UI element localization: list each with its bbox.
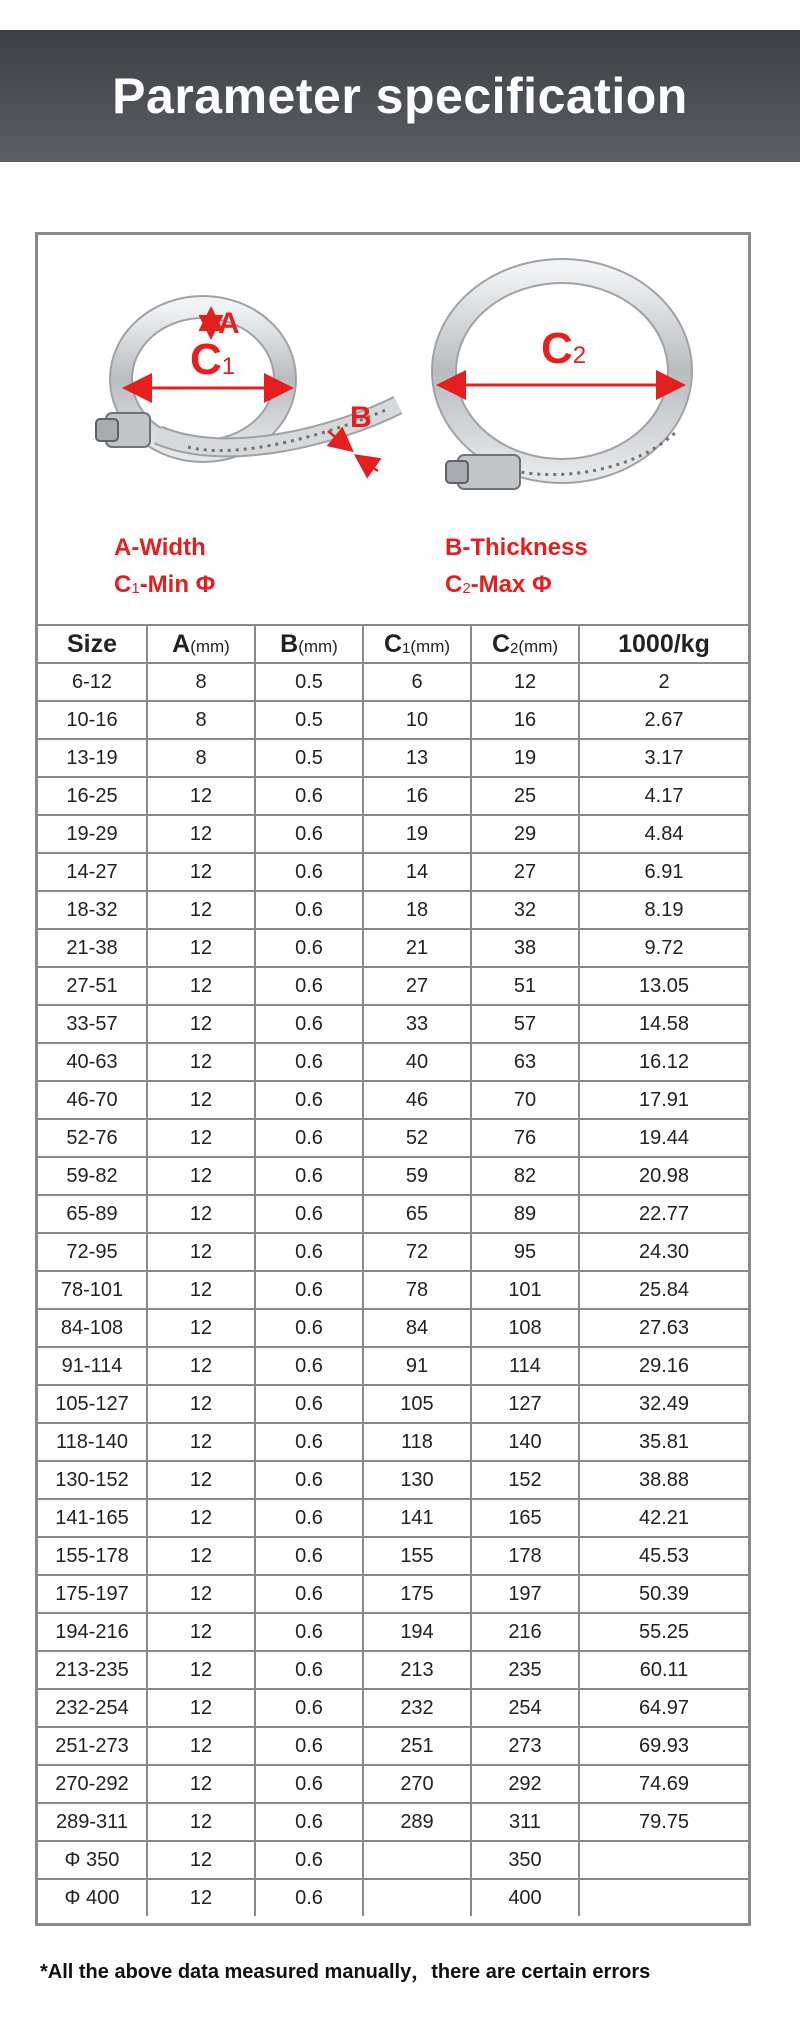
cell-b: 0.6: [255, 929, 363, 967]
cell-c2: 216: [471, 1613, 579, 1651]
cell-c2: 82: [471, 1157, 579, 1195]
cell-a: 12: [147, 1081, 255, 1119]
table-row: [38, 777, 748, 815]
cell-b: 0.6: [255, 1879, 363, 1916]
cell-c2: 140: [471, 1423, 579, 1461]
cell-size: 59-82: [38, 1157, 147, 1195]
table-row: [38, 967, 748, 1005]
cell-c1: 194: [363, 1613, 471, 1651]
table-row: [38, 739, 748, 777]
table-row: [38, 701, 748, 739]
cell-a: 8: [147, 701, 255, 739]
legend-right: [445, 529, 588, 607]
cell-c2: 165: [471, 1499, 579, 1537]
table-row: [38, 1271, 748, 1309]
cell-a: 12: [147, 1575, 255, 1613]
table-row: [38, 1575, 748, 1613]
header-banner: [0, 30, 800, 162]
cell-size: 52-76: [38, 1119, 147, 1157]
cell-size: 251-273: [38, 1727, 147, 1765]
cell-b: 0.6: [255, 1423, 363, 1461]
cell-c2: 273: [471, 1727, 579, 1765]
cell-c1: 10: [363, 701, 471, 739]
cell-size: 175-197: [38, 1575, 147, 1613]
cell-b: 0.6: [255, 1727, 363, 1765]
cell-c2: 19: [471, 739, 579, 777]
cell-size: 10-16: [38, 701, 147, 739]
table-row: [38, 1879, 748, 1916]
cell-b: 0.5: [255, 701, 363, 739]
cell-weight: 8.19: [579, 891, 748, 929]
legend-left: [114, 529, 215, 607]
cell-b: 0.5: [255, 739, 363, 777]
cell-size: 232-254: [38, 1689, 147, 1727]
cell-size: 105-127: [38, 1385, 147, 1423]
cell-size: 14-27: [38, 853, 147, 891]
table-row: [38, 929, 748, 967]
cell-a: 12: [147, 1461, 255, 1499]
cell-c1: 130: [363, 1461, 471, 1499]
cell-c2: 108: [471, 1309, 579, 1347]
cell-weight: 74.69: [579, 1765, 748, 1803]
cell-c1: 6: [363, 663, 471, 701]
cell-weight: 60.11: [579, 1651, 748, 1689]
table-row: [38, 891, 748, 929]
cell-a: 12: [147, 1233, 255, 1271]
spec-table: [38, 624, 748, 1916]
legend-a-width: A-Width: [114, 534, 206, 561]
spec-table-body: [38, 663, 748, 1916]
table-row: [38, 1423, 748, 1461]
cell-a: 12: [147, 1613, 255, 1651]
cell-b: 0.6: [255, 1005, 363, 1043]
cell-c1: 175: [363, 1575, 471, 1613]
cell-a: 12: [147, 1043, 255, 1081]
cell-b: 0.6: [255, 815, 363, 853]
cell-weight: 4.17: [579, 777, 748, 815]
cell-b: 0.6: [255, 1613, 363, 1651]
cell-b: 0.6: [255, 1803, 363, 1841]
cell-c1: 232: [363, 1689, 471, 1727]
cell-b: 0.6: [255, 1651, 363, 1689]
cell-c1: 251: [363, 1727, 471, 1765]
cell-weight: [579, 1879, 748, 1916]
cell-a: 12: [147, 1309, 255, 1347]
cell-weight: 25.84: [579, 1271, 748, 1309]
cell-c2: 16: [471, 701, 579, 739]
cell-b: 0.6: [255, 1575, 363, 1613]
col-c2: $C_2(mm)$: [471, 625, 579, 663]
cell-a: 8: [147, 739, 255, 777]
table-row: [38, 853, 748, 891]
legend-c1-min: $C_1$-Min Φ: [114, 571, 216, 598]
spec-frame: [35, 232, 751, 1926]
table-row: [38, 1385, 748, 1423]
cell-size: 40-63: [38, 1043, 147, 1081]
cell-weight: 22.77: [579, 1195, 748, 1233]
table-row: [38, 1765, 748, 1803]
cell-weight: 3.17: [579, 739, 748, 777]
cell-c1: 141: [363, 1499, 471, 1537]
cell-size: 118-140: [38, 1423, 147, 1461]
col-size: Size: [38, 625, 147, 663]
col-b: B(mm): [255, 625, 363, 663]
cell-a: 12: [147, 1841, 255, 1879]
cell-c1: 19: [363, 815, 471, 853]
cell-a: 12: [147, 1423, 255, 1461]
page-title: Parameter specification: [112, 68, 688, 124]
cell-b: 0.6: [255, 1309, 363, 1347]
cell-weight: 55.25: [579, 1613, 748, 1651]
cell-a: 12: [147, 1499, 255, 1537]
cell-a: 12: [147, 1879, 255, 1916]
cell-b: 0.6: [255, 1081, 363, 1119]
cell-weight: 2: [579, 663, 748, 701]
cell-c1: 18: [363, 891, 471, 929]
cell-c1: 72: [363, 1233, 471, 1271]
cell-c2: 197: [471, 1575, 579, 1613]
cell-c1: [363, 1879, 471, 1916]
cell-a: 12: [147, 1537, 255, 1575]
table-row: [38, 1613, 748, 1651]
cell-b: 0.6: [255, 1385, 363, 1423]
cell-c2: 70: [471, 1081, 579, 1119]
cell-c2: 152: [471, 1461, 579, 1499]
table-row: [38, 1233, 748, 1271]
cell-b: 0.6: [255, 1765, 363, 1803]
cell-weight: 13.05: [579, 967, 748, 1005]
cell-size: 65-89: [38, 1195, 147, 1233]
cell-size: 194-216: [38, 1613, 147, 1651]
cell-weight: 4.84: [579, 815, 748, 853]
cell-size: 18-32: [38, 891, 147, 929]
cell-c1: 13: [363, 739, 471, 777]
cell-c1: 270: [363, 1765, 471, 1803]
cell-weight: 2.67: [579, 701, 748, 739]
legend-b-thickness: B-Thickness: [445, 534, 588, 561]
cell-size: Φ 350: [38, 1841, 147, 1879]
cell-c1: 91: [363, 1347, 471, 1385]
table-row: [38, 1119, 748, 1157]
footnote: *All the above data measured manually，there are certain errors: [40, 1961, 651, 1983]
col-a: A(mm): [147, 625, 255, 663]
cell-c1: 213: [363, 1651, 471, 1689]
cell-c1: 105: [363, 1385, 471, 1423]
table-row: [38, 1005, 748, 1043]
cell-c1: 40: [363, 1043, 471, 1081]
table-row: [38, 1651, 748, 1689]
cell-size: 27-51: [38, 967, 147, 1005]
cell-b: 0.6: [255, 1119, 363, 1157]
cell-a: 12: [147, 853, 255, 891]
cell-c2: 101: [471, 1271, 579, 1309]
cell-a: 12: [147, 1385, 255, 1423]
cell-b: 0.6: [255, 1461, 363, 1499]
table-row: [38, 1689, 748, 1727]
cell-weight: 19.44: [579, 1119, 748, 1157]
cell-weight: 42.21: [579, 1499, 748, 1537]
cell-a: 12: [147, 1005, 255, 1043]
cell-a: 12: [147, 1195, 255, 1233]
cell-size: 84-108: [38, 1309, 147, 1347]
cell-c2: 127: [471, 1385, 579, 1423]
cell-size: 270-292: [38, 1765, 147, 1803]
table-row: [38, 1841, 748, 1879]
cell-weight: 16.12: [579, 1043, 748, 1081]
cell-weight: 35.81: [579, 1423, 748, 1461]
table-row: [38, 1081, 748, 1119]
cell-c1: 289: [363, 1803, 471, 1841]
table-row: [38, 663, 748, 701]
cell-size: 16-25: [38, 777, 147, 815]
cell-c2: 51: [471, 967, 579, 1005]
cell-weight: 38.88: [579, 1461, 748, 1499]
cell-size: 78-101: [38, 1271, 147, 1309]
cell-a: 12: [147, 1271, 255, 1309]
cell-size: 6-12: [38, 663, 147, 701]
cell-weight: 17.91: [579, 1081, 748, 1119]
table-row: [38, 1499, 748, 1537]
cell-c1: 16: [363, 777, 471, 815]
cell-b: 0.6: [255, 777, 363, 815]
table-row: [38, 1347, 748, 1385]
table-row: [38, 815, 748, 853]
cell-size: Φ 400: [38, 1879, 147, 1916]
cell-size: 13-19: [38, 739, 147, 777]
cell-b: 0.6: [255, 853, 363, 891]
cell-c2: 89: [471, 1195, 579, 1233]
cell-c1: 65: [363, 1195, 471, 1233]
table-row: [38, 1537, 748, 1575]
cell-a: 12: [147, 1119, 255, 1157]
cell-b: 0.6: [255, 1271, 363, 1309]
cell-a: 12: [147, 967, 255, 1005]
large-clamp: [444, 271, 680, 489]
cell-c2: 29: [471, 815, 579, 853]
table-row: [38, 1157, 748, 1195]
cell-weight: 64.97: [579, 1689, 748, 1727]
table-row: [38, 1803, 748, 1841]
col-c1: $C_1(mm)$: [363, 625, 471, 663]
cell-a: 8: [147, 663, 255, 701]
cell-c2: 12: [471, 663, 579, 701]
cell-weight: [579, 1841, 748, 1879]
cell-size: 141-165: [38, 1499, 147, 1537]
cell-c1: 46: [363, 1081, 471, 1119]
cell-c1: 52: [363, 1119, 471, 1157]
label-c1: C1: [190, 335, 236, 384]
cell-c2: 63: [471, 1043, 579, 1081]
cell-b: 0.6: [255, 1841, 363, 1879]
cell-weight: 29.16: [579, 1347, 748, 1385]
cell-c1: 59: [363, 1157, 471, 1195]
cell-a: 12: [147, 1689, 255, 1727]
cell-b: 0.6: [255, 1233, 363, 1271]
cell-weight: 14.58: [579, 1005, 748, 1043]
cell-c2: 350: [471, 1841, 579, 1879]
cell-weight: 24.30: [579, 1233, 748, 1271]
cell-c1: 155: [363, 1537, 471, 1575]
cell-a: 12: [147, 815, 255, 853]
cell-b: 0.6: [255, 1499, 363, 1537]
cell-weight: 6.91: [579, 853, 748, 891]
cell-c2: 25: [471, 777, 579, 815]
cell-c1: [363, 1841, 471, 1879]
cell-weight: 9.72: [579, 929, 748, 967]
cell-c2: 76: [471, 1119, 579, 1157]
cell-b: 0.6: [255, 1347, 363, 1385]
cell-a: 12: [147, 1765, 255, 1803]
cell-a: 12: [147, 1157, 255, 1195]
legend-c2-max: $C_2$-Max Φ: [445, 571, 552, 598]
cell-c2: 235: [471, 1651, 579, 1689]
cell-weight: 79.75: [579, 1803, 748, 1841]
label-c2: C2: [541, 324, 587, 373]
cell-c2: 400: [471, 1879, 579, 1916]
cell-c2: 38: [471, 929, 579, 967]
cell-size: 91-114: [38, 1347, 147, 1385]
cell-c2: 57: [471, 1005, 579, 1043]
cell-b: 0.6: [255, 891, 363, 929]
clamp-diagram: [38, 235, 748, 624]
cell-size: 21-38: [38, 929, 147, 967]
cell-a: 12: [147, 777, 255, 815]
cell-weight: 69.93: [579, 1727, 748, 1765]
cell-b: 0.6: [255, 1537, 363, 1575]
cell-c1: 33: [363, 1005, 471, 1043]
cell-size: 155-178: [38, 1537, 147, 1575]
cell-c2: 311: [471, 1803, 579, 1841]
cell-b: 0.6: [255, 1157, 363, 1195]
dim-c2: [442, 324, 680, 385]
cell-a: 12: [147, 1347, 255, 1385]
col-weight: 1000/kg: [579, 625, 748, 663]
dim-b: [328, 401, 378, 471]
cell-c2: 178: [471, 1537, 579, 1575]
cell-b: 0.6: [255, 1043, 363, 1081]
cell-size: 19-29: [38, 815, 147, 853]
cell-a: 12: [147, 929, 255, 967]
cell-weight: 32.49: [579, 1385, 748, 1423]
cell-c2: 27: [471, 853, 579, 891]
cell-c2: 32: [471, 891, 579, 929]
cell-weight: 20.98: [579, 1157, 748, 1195]
cell-size: 46-70: [38, 1081, 147, 1119]
cell-size: 130-152: [38, 1461, 147, 1499]
cell-c2: 292: [471, 1765, 579, 1803]
cell-a: 12: [147, 1651, 255, 1689]
table-row: [38, 1309, 748, 1347]
cell-weight: 27.63: [579, 1309, 748, 1347]
table-row: [38, 1727, 748, 1765]
cell-c1: 78: [363, 1271, 471, 1309]
cell-weight: 50.39: [579, 1575, 748, 1613]
cell-c1: 14: [363, 853, 471, 891]
cell-c1: 21: [363, 929, 471, 967]
table-row: [38, 1043, 748, 1081]
cell-b: 0.6: [255, 1689, 363, 1727]
cell-b: 0.6: [255, 1195, 363, 1233]
table-row: [38, 1461, 748, 1499]
cell-size: 33-57: [38, 1005, 147, 1043]
cell-size: 72-95: [38, 1233, 147, 1271]
cell-a: 12: [147, 891, 255, 929]
cell-a: 12: [147, 1803, 255, 1841]
cell-c1: 118: [363, 1423, 471, 1461]
cell-weight: 45.53: [579, 1537, 748, 1575]
label-a: A: [218, 307, 240, 340]
cell-a: 12: [147, 1727, 255, 1765]
cell-c2: 254: [471, 1689, 579, 1727]
label-b: B: [350, 401, 372, 434]
cell-size: 213-235: [38, 1651, 147, 1689]
cell-c2: 114: [471, 1347, 579, 1385]
cell-c2: 95: [471, 1233, 579, 1271]
cell-size: 289-311: [38, 1803, 147, 1841]
cell-b: 0.5: [255, 663, 363, 701]
table-header-row: [38, 625, 748, 663]
table-row: [38, 1195, 748, 1233]
cell-c1: 27: [363, 967, 471, 1005]
cell-c1: 84: [363, 1309, 471, 1347]
cell-b: 0.6: [255, 967, 363, 1005]
